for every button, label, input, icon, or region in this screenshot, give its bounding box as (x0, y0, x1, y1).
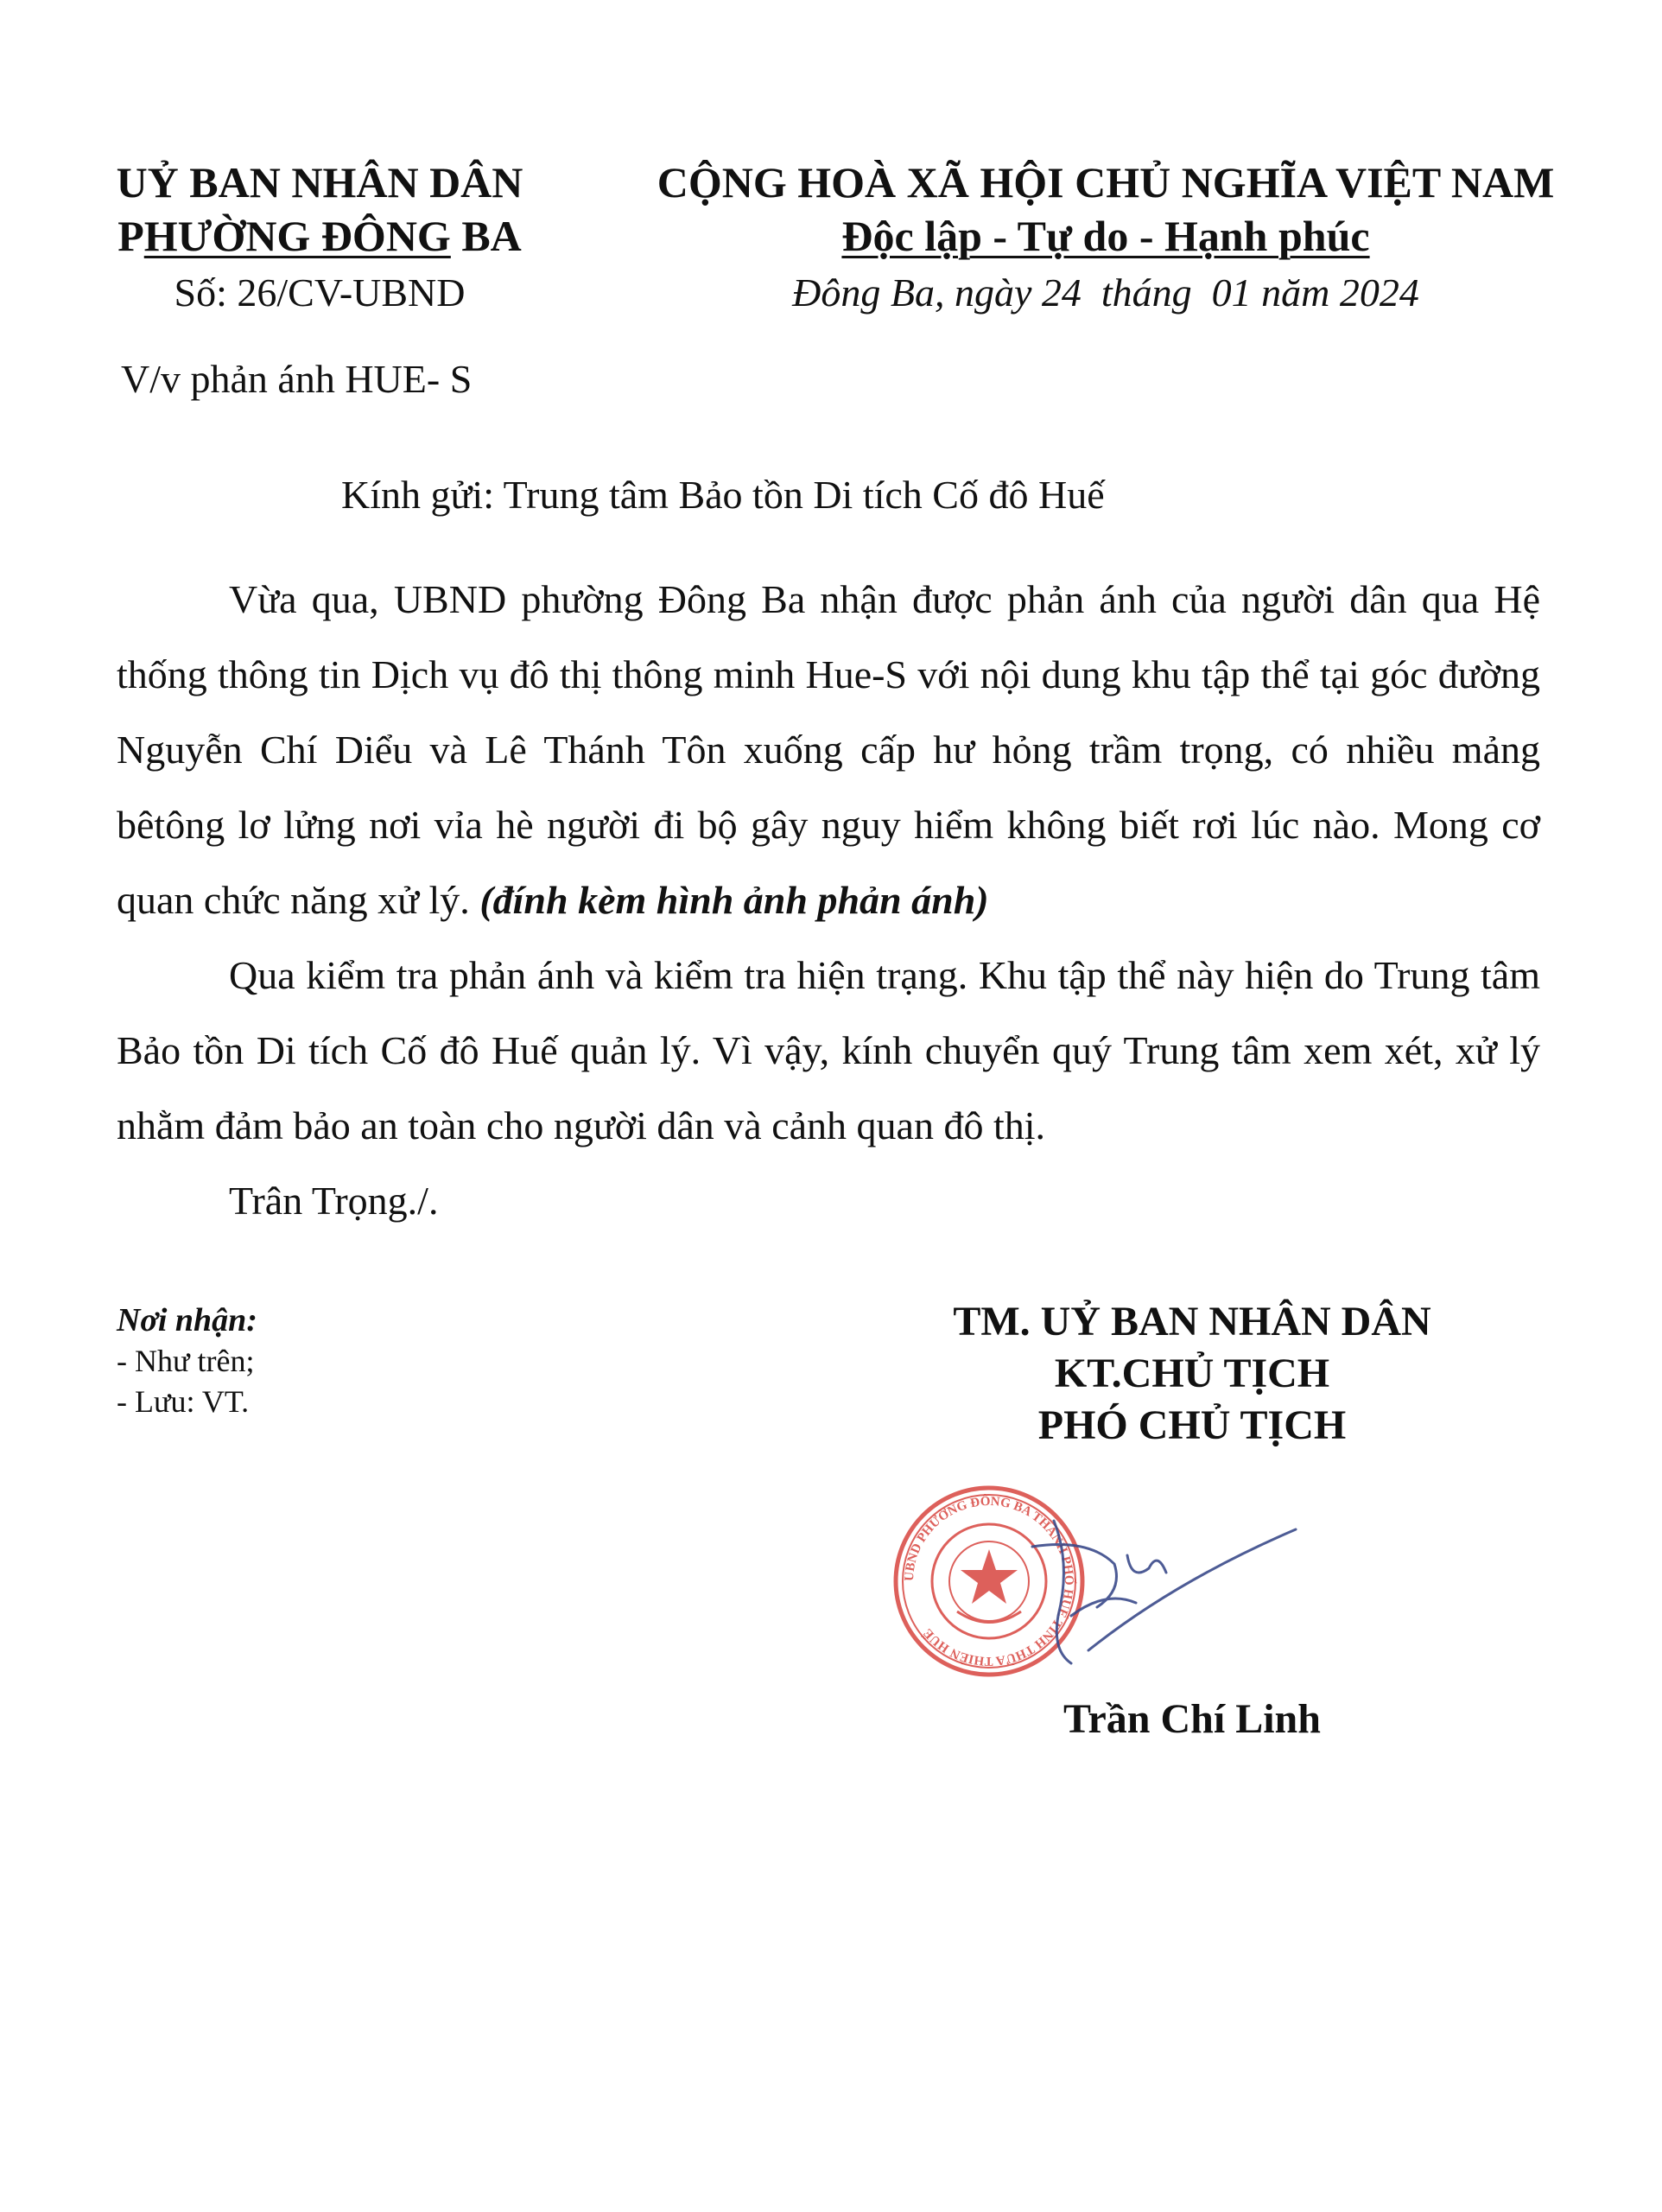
paragraph-2: Qua kiểm tra phản ánh và kiểm tra hiện trạng. Khu tập thể này hiện do Trung tâm Bảo tồn Di tích Cố đô Huế quản lý. Vì vậy, kính chuyển quý Trung tâm xem xét, xử lý nhằm đảm bảo an toàn cho người dân và cảnh quan đô thị. (117, 953, 1540, 1147)
recipient-line: Kính gửi: Trung tâm Bảo tồn Di tích Cố đô Huế (341, 473, 1105, 517)
recipients-list (117, 1300, 257, 1422)
document-number: Số: 26/CV-UBND (174, 270, 466, 315)
agency-name-underline: HƯỜNG ĐÔNG (143, 212, 451, 260)
signer-authority-line1: TM. UỶ BAN NHÂN DÂN (953, 1299, 1431, 1344)
recipients-title: Nơi nhận: (117, 1302, 257, 1338)
national-motto: Độc lập - Tự do - Hạnh phúc (841, 212, 1370, 260)
handwritten-signature (950, 1486, 1313, 1676)
issuing-agency-block (86, 156, 553, 320)
country-name: CỘNG HOÀ XÃ HỘI CHỦ NGHĨA VIỆT NAM (657, 158, 1555, 207)
signer-authority-line2: KT.CHỦ TỊCH (1054, 1351, 1330, 1396)
signature-block (855, 1296, 1529, 1452)
signer-name: Trần Chí Linh (1063, 1696, 1321, 1742)
recipient-item: - Lưu: VT. (117, 1384, 250, 1419)
seal-text: UBND PHƯỜNG ĐÔNG BA THÀNH PHỐ HUẾ TỈNH THỪA THIÊN HUẾ (902, 1494, 1076, 1669)
national-heading-block (605, 156, 1607, 320)
signer-authority-line3: PHÓ CHỦ TỊCH (1037, 1402, 1347, 1448)
attachment-note: (đính kèm hình ảnh phản ánh) (479, 878, 989, 922)
paragraph-1: Vừa qua, UBND phường Đông Ba nhận được phản ánh của người dân qua Hệ thống thông tin Dịch vụ đô thị thông minh Hue-S với nội dung khu tập thể tại góc đường Nguyễn Chí Diểu và Lê Thánh Tôn xuống cấp hư hỏng trầm trọng, có nhiều mảng bêtông lơ lửng nơi vỉa hè người đi bộ gây nguy hiểm không biết rơi lúc nào. Mong cơ quan chức năng xử lý. (đính kèm hình ảnh phản ánh) (117, 577, 1540, 922)
closing-line: Trân Trọng./. (229, 1179, 439, 1223)
agency-name-line2: PHƯỜNG ĐÔNG BA (117, 212, 522, 260)
letter-body (117, 562, 1540, 1238)
place-and-date: Đông Ba, ngày 24 tháng 01 năm 2024 (792, 270, 1419, 315)
recipient-item: - Như trên; (117, 1344, 255, 1378)
document-subject: V/v phản ánh HUE- S (121, 357, 473, 401)
agency-name-line1: UỶ BAN NHÂN DÂN (116, 158, 523, 207)
